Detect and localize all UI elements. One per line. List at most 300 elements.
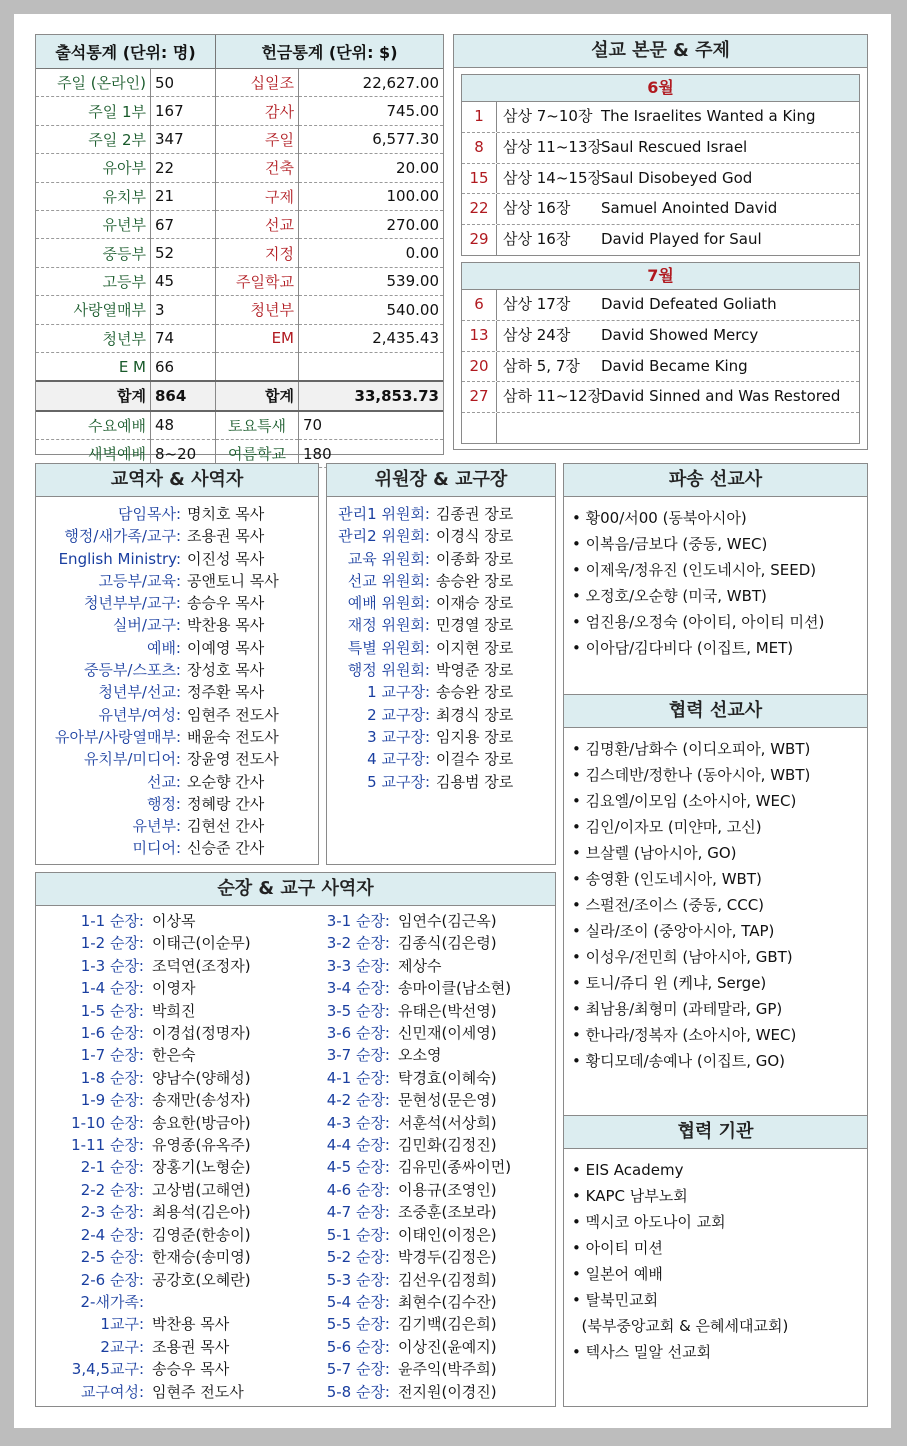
list-item: • 김스데반/정한나 (동아시아, WBT) xyxy=(572,766,811,784)
person-name: 조덕연(조정자) xyxy=(152,956,251,975)
offering-value: 70 xyxy=(299,411,444,440)
role-label: 1-2 순장: xyxy=(80,934,144,953)
role-label: 1 교구장: xyxy=(367,683,430,702)
sermon-reference: 삼상 16장 xyxy=(503,230,571,249)
attendance-value: 347 xyxy=(151,125,216,153)
list-row xyxy=(36,1224,282,1246)
list-row xyxy=(282,1156,552,1178)
sermon-month-1 xyxy=(461,74,860,256)
sermon-day: 27 xyxy=(462,382,497,412)
role-label: 3-2 순장: xyxy=(326,934,390,953)
role-label: 2-1 순장: xyxy=(80,1158,144,1177)
list-row xyxy=(36,525,318,547)
person-name: 유영종(유옥주) xyxy=(152,1136,251,1155)
attendance-value: 45 xyxy=(151,267,216,295)
person-name: 임지용 장로 xyxy=(436,727,514,746)
person-name: 이예영 목사 xyxy=(187,638,265,657)
attendance-label: 고등부 xyxy=(36,267,151,295)
list-row xyxy=(36,1201,282,1223)
list-row xyxy=(36,1336,282,1358)
sent-missionaries-box xyxy=(563,463,868,695)
person-name: 조용권 목사 xyxy=(187,527,265,546)
list-row xyxy=(282,1044,552,1066)
role-label: 관리1 위원회: xyxy=(338,505,430,523)
role-label: English Ministry: xyxy=(58,549,181,568)
role-label: 5-4 순장: xyxy=(326,1292,390,1311)
person-name: 배윤숙 전도사 xyxy=(187,727,279,746)
list-row xyxy=(327,748,555,770)
committee-box xyxy=(326,463,556,865)
role-label: 유아부/사랑열매부: xyxy=(54,727,181,746)
person-name: 이종화 장로 xyxy=(436,549,514,568)
sermon-topic: Samuel Anointed David xyxy=(601,199,778,218)
person-name: 송승완 장로 xyxy=(436,683,514,702)
role-label: 4-3 순장: xyxy=(326,1113,390,1132)
sermon-day: 29 xyxy=(462,225,497,255)
role-label: 2-3 순장: xyxy=(80,1203,144,1222)
offering-value: 745.00 xyxy=(299,97,444,125)
person-name: 윤주익(박주희) xyxy=(398,1360,497,1379)
person-name: 김종식(김은령) xyxy=(398,934,497,953)
person-name: 김선우(김정희) xyxy=(398,1270,497,1289)
person-name: 장홍기(노형순) xyxy=(152,1158,251,1177)
attendance-value: 864 xyxy=(151,381,216,410)
person-name: 오소영 xyxy=(398,1046,442,1065)
person-name: 고상범(고해연) xyxy=(152,1180,251,1199)
person-name: 이경식 장로 xyxy=(436,527,514,546)
sermon-reference xyxy=(497,413,595,443)
month-title: 7월 xyxy=(462,263,859,290)
list-row xyxy=(282,1112,552,1134)
list-row xyxy=(36,1112,282,1134)
role-label: 4-2 순장: xyxy=(326,1091,390,1110)
attendance-label: E M xyxy=(36,352,151,381)
role-label: 2-새가족: xyxy=(80,1292,144,1311)
sermon-row xyxy=(462,352,859,383)
stats-row xyxy=(36,97,443,125)
attendance-label: 새벽예배 xyxy=(36,440,151,468)
role-label: 특별 위원회: xyxy=(347,638,430,657)
list-row xyxy=(282,1067,552,1089)
stats-table xyxy=(36,35,443,468)
person-name: 한재승(송미영) xyxy=(152,1248,251,1267)
sermon-topic: Saul Rescued Israel xyxy=(601,137,748,156)
offering-value: 0.00 xyxy=(299,239,444,267)
person-name: 신민재(이세영) xyxy=(398,1024,497,1043)
role-label: 5-7 순장: xyxy=(326,1360,390,1379)
sermon-row xyxy=(462,194,859,225)
person-name: 김기백(김은희) xyxy=(398,1315,497,1334)
person-name: 전지원(이경진) xyxy=(398,1382,497,1401)
attendance-label: 주일 1부 xyxy=(36,97,151,125)
role-label: 재정 위원회: xyxy=(347,616,430,635)
role-label: 5-1 순장: xyxy=(326,1225,390,1244)
list-row xyxy=(36,748,318,770)
list-row xyxy=(327,570,555,592)
list-row xyxy=(327,681,555,703)
offering-label: EM xyxy=(216,324,299,352)
list-row xyxy=(282,1313,552,1335)
list-row xyxy=(36,1134,282,1156)
sermon-topic: Saul Disobeyed God xyxy=(601,168,753,187)
stats-row xyxy=(36,239,443,267)
attendance-value: 52 xyxy=(151,239,216,267)
sermon-row xyxy=(462,413,859,443)
staff-box xyxy=(35,463,319,865)
person-name: 신승준 간사 xyxy=(187,839,265,858)
sermon-topic: David Showed Mercy xyxy=(601,325,759,344)
role-label: 5-2 순장: xyxy=(326,1248,390,1267)
offering-value: 2,435.43 xyxy=(299,324,444,352)
person-name: 이상목 xyxy=(152,912,196,930)
role-label: 3-7 순장: xyxy=(326,1046,390,1065)
list-row xyxy=(36,704,318,726)
person-name: 이영자 xyxy=(152,979,196,998)
person-name: 장성호 목사 xyxy=(187,661,265,680)
attendance-label: 주일 (온라인) xyxy=(36,69,151,97)
list-item: • 이아담/김다비다 (이집트, MET) xyxy=(572,639,794,657)
sermon-day: 20 xyxy=(462,352,497,382)
stats-row xyxy=(36,296,443,324)
role-label: 미디어: xyxy=(132,839,181,858)
role-label: 3-3 순장: xyxy=(326,956,390,975)
sermon-row xyxy=(462,321,859,352)
sermon-topic: David Played for Saul xyxy=(601,230,762,249)
person-name: 임현주 전도사 xyxy=(187,705,279,724)
sermon-day xyxy=(462,413,497,443)
person-name: 박찬용 목사 xyxy=(187,616,265,635)
role-label: 1교구: xyxy=(100,1315,144,1334)
list-item: • 이제욱/정유진 (인도네시아, SEED) xyxy=(572,561,817,579)
role-label: 2교구: xyxy=(100,1337,144,1356)
list-item: • 송영환 (인도네시아, WBT) xyxy=(572,870,762,888)
list-row xyxy=(36,1089,282,1111)
role-label: 실버/교구: xyxy=(112,616,181,635)
sermon-day: 15 xyxy=(462,164,497,194)
offering-value: 6,577.30 xyxy=(299,125,444,153)
person-name: 송재만(송성자) xyxy=(152,1091,251,1110)
list-row xyxy=(36,614,318,636)
attendance-label: 중등부 xyxy=(36,239,151,267)
person-name: 한은숙 xyxy=(152,1046,196,1065)
person-name: 임현주 전도사 xyxy=(152,1382,244,1401)
small-groups-header: 순장 & 교구 사역자 xyxy=(36,873,555,906)
list-item: • KAPC 남부노회 xyxy=(572,1187,688,1205)
person-name: 김용범 장로 xyxy=(436,772,514,791)
attendance-label: 사랑열매부 xyxy=(36,296,151,324)
role-label: 5-6 순장: xyxy=(326,1337,390,1356)
attendance-header: 출석통계 (단위: 명) xyxy=(36,35,216,69)
role-label: 1-1 순장: xyxy=(80,912,144,930)
list-row xyxy=(327,637,555,659)
offering-value xyxy=(299,352,444,381)
person-name: 정혜랑 간사 xyxy=(187,794,265,813)
role-label: 5 교구장: xyxy=(367,772,430,791)
sermon-box xyxy=(453,34,868,450)
role-label: 4-7 순장: xyxy=(326,1203,390,1222)
role-label: 행정: xyxy=(146,794,181,813)
attendance-value: 8~20 xyxy=(151,440,216,468)
list-row xyxy=(282,1000,552,1022)
stats-row xyxy=(36,267,443,295)
offering-label: 주일 xyxy=(216,125,299,153)
role-label: 1-6 순장: xyxy=(80,1024,144,1043)
list-item: • 김명환/남화수 (이디오피아, WBT) xyxy=(572,740,811,758)
role-label: 4-4 순장: xyxy=(326,1136,390,1155)
offering-value: 100.00 xyxy=(299,182,444,210)
list-item: • 한나라/정복자 (소아시아, WEC) xyxy=(572,1026,797,1044)
role-label: 중등부/스포츠: xyxy=(83,661,181,680)
person-name: 김민화(김정진) xyxy=(398,1136,497,1155)
person-name: 민경열 장로 xyxy=(436,616,514,635)
role-label: 2-2 순장: xyxy=(80,1180,144,1199)
person-name: 송승우 목사 xyxy=(152,1360,230,1379)
role-label: 1-7 순장: xyxy=(80,1046,144,1065)
list-row xyxy=(282,955,552,977)
list-row xyxy=(36,1246,282,1268)
list-row xyxy=(282,1089,552,1111)
person-name: 송승완 장로 xyxy=(436,571,514,590)
total-row xyxy=(36,381,443,410)
list-row xyxy=(36,726,318,748)
list-row xyxy=(327,726,555,748)
role-label: 1-4 순장: xyxy=(80,979,144,998)
list-row xyxy=(36,1358,282,1380)
role-label: 담임목사: xyxy=(117,505,181,523)
list-row xyxy=(36,1044,282,1066)
person-name: 공강호(오혜란) xyxy=(152,1270,251,1289)
attendance-value: 66 xyxy=(151,352,216,381)
list-item: • 엄진용/오정숙 (아이티, 아이티 미션) xyxy=(572,613,825,631)
person-name: 조용권 목사 xyxy=(152,1337,230,1356)
list-item: • 김요엘/이모임 (소아시아, WEC) xyxy=(572,792,797,810)
person-name: 임연수(김근옥) xyxy=(398,912,497,930)
role-label: 4-1 순장: xyxy=(326,1068,390,1087)
list-item: • 실라/조이 (중앙아시아, TAP) xyxy=(572,922,775,940)
person-name: 양남수(양해성) xyxy=(152,1068,251,1087)
offering-label: 지정 xyxy=(216,239,299,267)
person-name: 송마이클(남소현) xyxy=(398,979,512,998)
person-name: 문현성(문은영) xyxy=(398,1091,497,1110)
sermon-reference: 삼하 5, 7장 xyxy=(503,356,580,375)
person-name: 이태근(이순무) xyxy=(152,934,251,953)
role-label: 3-1 순장: xyxy=(326,912,390,930)
list-row xyxy=(282,1022,552,1044)
person-name: 박경두(김정은) xyxy=(398,1248,497,1267)
role-label: 예배: xyxy=(146,638,181,657)
role-label: 1-10 순장: xyxy=(71,1113,144,1132)
sermon-topic: David Became King xyxy=(601,356,748,375)
stats-row xyxy=(36,352,443,381)
list-item: (북부중앙교회 & 은혜세대교회) xyxy=(572,1317,789,1335)
offering-value: 540.00 xyxy=(299,296,444,324)
stats-row xyxy=(36,69,443,97)
sermon-day: 1 xyxy=(462,102,497,132)
offering-value: 22,627.00 xyxy=(299,69,444,97)
list-item: • 일본어 예배 xyxy=(572,1265,663,1283)
list-row xyxy=(36,910,282,932)
list-row xyxy=(282,1336,552,1358)
stats-row xyxy=(36,125,443,153)
person-name: 김영준(한송이) xyxy=(152,1225,251,1244)
list-row xyxy=(36,1381,282,1403)
list-row xyxy=(327,503,555,525)
list-row xyxy=(282,1246,552,1268)
list-row xyxy=(36,793,318,815)
list-item: • 최남용/최형미 (과테말라, GP) xyxy=(572,1000,783,1018)
attendance-label: 주일 2부 xyxy=(36,125,151,153)
sermon-reference: 삼상 14~15장 xyxy=(503,168,602,187)
list-row xyxy=(36,955,282,977)
person-name: 박찬용 목사 xyxy=(152,1315,230,1334)
offering-header: 헌금통계 (단위: $) xyxy=(216,35,444,69)
person-name: 조중훈(조보라) xyxy=(398,1203,497,1222)
person-name: 이경섭(정명자) xyxy=(152,1024,251,1043)
offering-label xyxy=(216,352,299,381)
person-name: 최현수(김수잔) xyxy=(398,1292,497,1311)
list-row xyxy=(36,1313,282,1335)
offering-value: 33,853.73 xyxy=(299,381,444,410)
list-item: • 이성우/전민희 (남아시아, GBT) xyxy=(572,948,793,966)
role-label: 5-8 순장: xyxy=(326,1382,390,1401)
list-row xyxy=(282,1179,552,1201)
person-name: 오순향 간사 xyxy=(187,772,265,791)
list-item: • 황00/서00 (동북아시아) xyxy=(572,509,747,527)
sermon-topic: David Sinned and Was Restored xyxy=(601,387,841,406)
role-label: 교육 위원회: xyxy=(347,549,430,568)
list-row xyxy=(36,1269,282,1291)
role-label: 2-6 순장: xyxy=(80,1270,144,1289)
role-label: 유년부/여성: xyxy=(98,705,181,724)
sermon-topic xyxy=(595,413,601,443)
bulletin-page xyxy=(14,14,891,1428)
role-label: 예배 위원회: xyxy=(347,594,430,613)
stats-row xyxy=(36,210,443,238)
list-row xyxy=(282,1381,552,1403)
person-name: 공앤토니 목사 xyxy=(187,571,279,590)
list-row xyxy=(327,614,555,636)
sermon-day: 6 xyxy=(462,290,497,320)
sermon-day: 8 xyxy=(462,133,497,163)
offering-label: 합계 xyxy=(216,381,299,410)
partner-missionaries-header: 협력 선교사 xyxy=(564,695,867,728)
list-item: • 오정호/오순향 (미국, WBT) xyxy=(572,587,767,605)
offering-label: 토요특새 xyxy=(216,411,299,440)
list-item: • 김인/이자모 (미얀마, 고신) xyxy=(572,818,762,836)
person-name: 탁경효(이혜숙) xyxy=(398,1068,497,1087)
sermon-month-2 xyxy=(461,262,860,444)
role-label: 1-3 순장: xyxy=(80,956,144,975)
list-row xyxy=(36,503,318,525)
list-row xyxy=(36,1000,282,1022)
person-name: 정주환 목사 xyxy=(187,683,265,702)
list-item: • 스펄전/조이스 (중동, CCC) xyxy=(572,896,765,914)
list-row xyxy=(36,932,282,954)
role-label: 2 교구장: xyxy=(367,705,430,724)
attendance-value: 22 xyxy=(151,154,216,182)
offering-label: 주일학교 xyxy=(216,267,299,295)
attendance-label: 유아부 xyxy=(36,154,151,182)
role-label: 4-5 순장: xyxy=(326,1158,390,1177)
role-label: 청년부부/교구: xyxy=(83,594,181,613)
person-name: 최용석(김은아) xyxy=(152,1203,251,1222)
list-row xyxy=(36,570,318,592)
role-label: 유치부/미디어: xyxy=(83,750,181,769)
person-name: 최경식 장로 xyxy=(436,705,514,724)
person-name: 김현선 간사 xyxy=(187,817,265,836)
person-name: 김유민(종싸이먼) xyxy=(398,1158,512,1177)
person-name: 이걸수 장로 xyxy=(436,750,514,769)
sermon-topic: The Israelites Wanted a King xyxy=(601,107,816,125)
role-label: 5-5 순장: xyxy=(326,1315,390,1334)
role-label: 행정 위원회: xyxy=(347,661,430,680)
committee-header: 위원장 & 교구장 xyxy=(327,464,555,497)
offering-label: 청년부 xyxy=(216,296,299,324)
list-row xyxy=(282,977,552,999)
partner-missionaries-box xyxy=(563,694,868,1118)
role-label: 3-5 순장: xyxy=(326,1001,390,1020)
list-row xyxy=(36,592,318,614)
attendance-value: 48 xyxy=(151,411,216,440)
list-row xyxy=(282,932,552,954)
attendance-value: 74 xyxy=(151,324,216,352)
offering-value: 270.00 xyxy=(299,210,444,238)
attendance-value: 167 xyxy=(151,97,216,125)
sermon-reference: 삼하 11~12장 xyxy=(503,387,602,406)
person-name: 명치호 목사 xyxy=(187,505,265,523)
sermon-day: 22 xyxy=(462,194,497,224)
list-row xyxy=(282,910,552,932)
list-row xyxy=(36,637,318,659)
person-name: 이진성 목사 xyxy=(187,549,265,568)
person-name: 유태은(박선영) xyxy=(398,1001,497,1020)
offering-label: 건축 xyxy=(216,154,299,182)
sermon-row xyxy=(462,164,859,195)
list-row xyxy=(327,771,555,793)
person-name xyxy=(144,1291,152,1313)
sermon-row xyxy=(462,290,859,321)
attendance-value: 3 xyxy=(151,296,216,324)
person-name: 김종권 장로 xyxy=(436,505,514,523)
offering-label: 감사 xyxy=(216,97,299,125)
list-row xyxy=(282,1269,552,1291)
sermon-topic: David Defeated Goliath xyxy=(601,294,777,313)
person-name: 서훈석(서상희) xyxy=(398,1113,497,1132)
role-label: 3,4,5교구: xyxy=(71,1360,144,1379)
list-row xyxy=(36,1067,282,1089)
sermon-reference: 삼상 16장 xyxy=(503,199,571,218)
person-name: 이지현 장로 xyxy=(436,638,514,657)
role-label: 4 교구장: xyxy=(367,750,430,769)
attendance-value: 50 xyxy=(151,69,216,97)
attendance-value: 67 xyxy=(151,210,216,238)
attendance-label: 유년부 xyxy=(36,210,151,238)
list-item: • 브살렐 (남아시아, GO) xyxy=(572,844,737,862)
list-row xyxy=(282,1201,552,1223)
partner-orgs-header: 협력 기관 xyxy=(564,1116,867,1149)
role-label: 관리2 위원회: xyxy=(338,527,430,546)
list-row xyxy=(282,1224,552,1246)
sermon-row xyxy=(462,225,859,255)
role-label: 2-4 순장: xyxy=(80,1225,144,1244)
small-groups-box xyxy=(35,872,556,1407)
sermon-reference: 삼상 11~13장 xyxy=(503,137,602,156)
month-title: 6월 xyxy=(462,75,859,102)
list-row xyxy=(282,1291,552,1313)
role-label: 4-6 순장: xyxy=(326,1180,390,1199)
stats-row xyxy=(36,182,443,210)
list-row xyxy=(327,659,555,681)
